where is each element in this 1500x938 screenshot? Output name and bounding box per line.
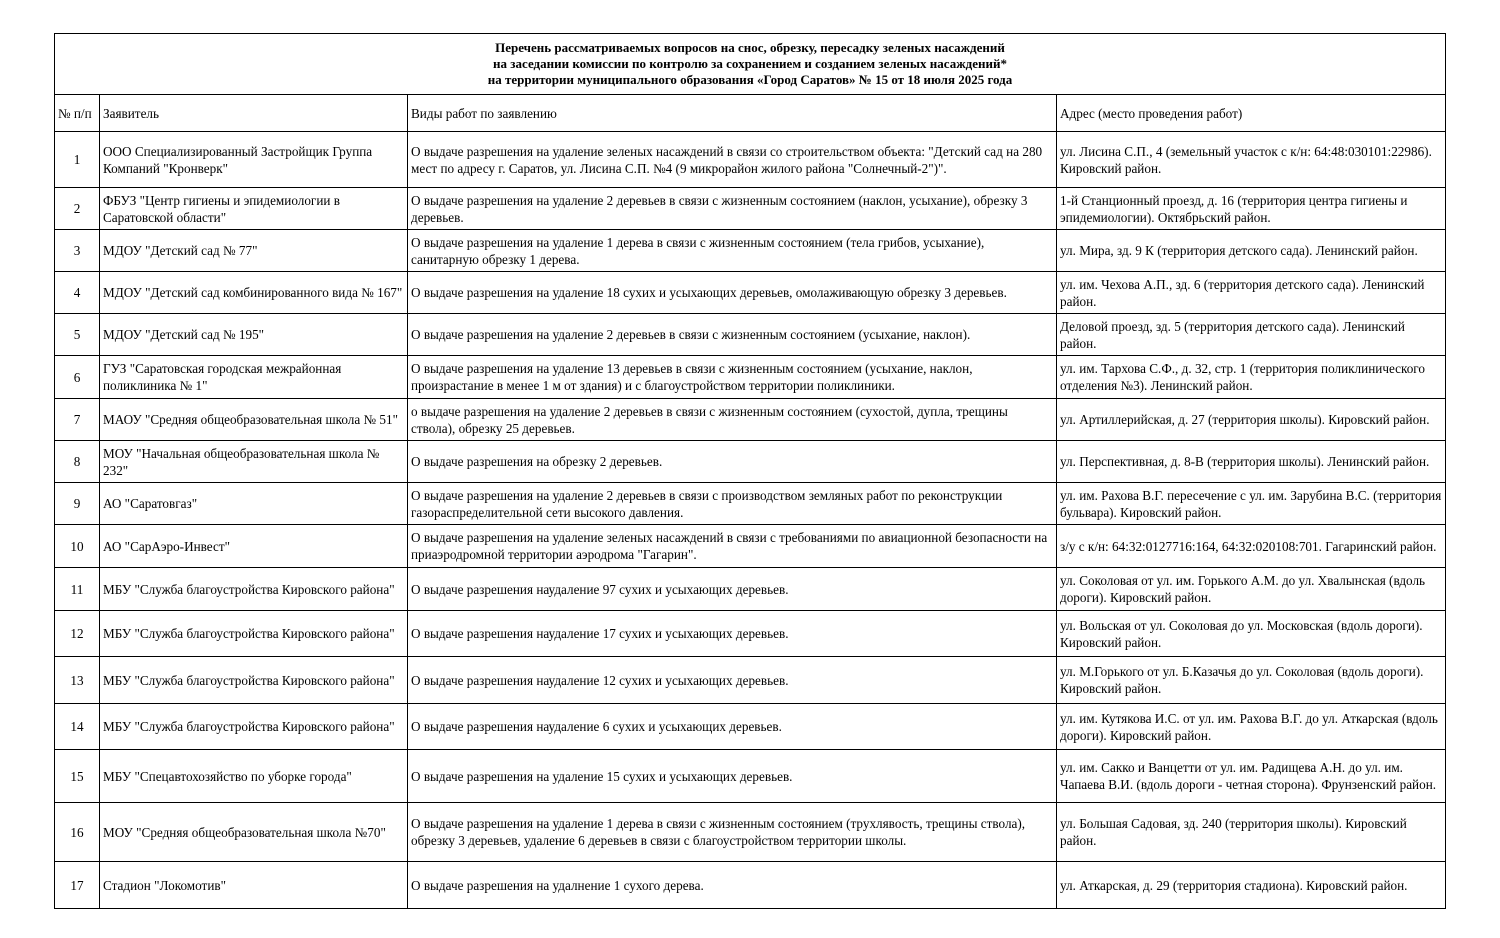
row-number-cell: 2 <box>55 188 100 230</box>
row-number-cell: 8 <box>55 441 100 483</box>
table-row <box>55 862 1446 909</box>
address-cell: з/у с к/н: 64:32:0127716:164, 64:32:020108:701. Гагаринский район. <box>1057 525 1446 568</box>
row-number-cell: 13 <box>55 657 100 704</box>
work-type-cell: О выдаче разрешения на удаление 1 дерева в связи с жизненным состоянием (трухлявость, трещины ствола), обрезку 3 деревьев, удаление 6 деревьев в связи с благоустройством территории школы. <box>408 803 1057 862</box>
address-cell: ул. им. Рахова В.Г. пересечение с ул. им. Зарубина В.С. (территория бульвара). Кировский район. <box>1057 483 1446 525</box>
applicant-cell: АО "СарАэро-Инвест" <box>100 525 408 568</box>
applicant-cell: ООО Специализированный Застройщик Группа Компаний "Кронверк" <box>100 132 408 188</box>
applicant-cell: МДОУ "Детский сад № 77" <box>100 230 408 272</box>
applicant-cell: Стадион "Локомотив" <box>100 862 408 909</box>
work-type-cell: О выдаче разрешения на удаление 2 деревьев в связи с производством земляных работ по реконструкции газораспределительной сети высокого давления. <box>408 483 1057 525</box>
header-address: Адрес (место проведения работ) <box>1057 95 1446 132</box>
table-row <box>55 314 1446 356</box>
applicant-cell: МБУ "Служба благоустройства Кировского района" <box>100 568 408 611</box>
row-number-cell: 7 <box>55 399 100 441</box>
address-cell: ул. им. Кутякова И.С. от ул. им. Рахова В.Г. до ул. Аткарская (вдоль дороги). Кировский район. <box>1057 704 1446 750</box>
address-cell: ул. Соколовая от ул. им. Горького А.М. до ул. Хвалынская (вдоль дороги). Кировский район. <box>1057 568 1446 611</box>
row-number-cell: 16 <box>55 803 100 862</box>
address-cell: ул. Артиллерийская, д. 27 (территория школы). Кировский район. <box>1057 399 1446 441</box>
address-cell: 1-й Станционный проезд, д. 16 (территория центра гигиены и эпидемиологии). Октябрьский район. <box>1057 188 1446 230</box>
applicant-cell: МБУ "Служба благоустройства Кировского района" <box>100 704 408 750</box>
title-line-1: Перечень рассматриваемых вопросов на снос, обрезку, пересадку зеленых насаждений <box>495 40 1005 55</box>
applicant-cell: ГУЗ "Саратовская городская межрайонная поликлиника № 1" <box>100 356 408 399</box>
work-type-cell: о выдаче разрешения на удаление 2 деревьев в связи с жизненным состоянием (сухостой, дупла, трещины ствола), обрезку 25 деревьев. <box>408 399 1057 441</box>
row-number-cell: 12 <box>55 611 100 657</box>
header-work: Виды работ по заявлению <box>408 95 1057 132</box>
table-row <box>55 132 1446 188</box>
row-number-cell: 3 <box>55 230 100 272</box>
table-body <box>55 132 1446 909</box>
row-number-cell: 4 <box>55 272 100 314</box>
work-type-cell: О выдаче разрешения на удаление 15 сухих и усыхающих деревьев. <box>408 750 1057 803</box>
table-row <box>55 750 1446 803</box>
header-applicant: Заявитель <box>100 95 408 132</box>
table-row <box>55 399 1446 441</box>
applicant-cell: МБУ "Спецавтохозяйство по уборке города" <box>100 750 408 803</box>
applicant-cell: МДОУ "Детский сад комбинированного вида № 167" <box>100 272 408 314</box>
table-row <box>55 611 1446 657</box>
applicant-cell: АО "Саратовгаз" <box>100 483 408 525</box>
address-cell: ул. Большая Садовая, зд. 240 (территория школы). Кировский район. <box>1057 803 1446 862</box>
row-number-cell: 15 <box>55 750 100 803</box>
table-row <box>55 568 1446 611</box>
document-table <box>54 33 1446 909</box>
address-cell: ул. Аткарская, д. 29 (территория стадиона). Кировский район. <box>1057 862 1446 909</box>
row-number-cell: 11 <box>55 568 100 611</box>
work-type-cell: О выдаче разрешения на удаление 13 деревьев в связи с жизненным состоянием (усыхание, наклон, произрастание в менее 1 м от здания) и с благоустройством территории поликлиники. <box>408 356 1057 399</box>
address-cell: ул. им. Тархова С.Ф., д. 32, стр. 1 (территория поликлинического отделения №3). Ленинский район. <box>1057 356 1446 399</box>
work-type-cell: О выдаче разрешения на удаление зеленых насаждений в связи с требованиями по авиационной безопасности на приаэродромной территории аэродрома "Гагарин". <box>408 525 1057 568</box>
table-row <box>55 704 1446 750</box>
address-cell: ул. Перспективная, д. 8-В (территория школы). Ленинский район. <box>1057 441 1446 483</box>
table-row <box>55 272 1446 314</box>
row-number-cell: 1 <box>55 132 100 188</box>
address-cell: ул. Вольская от ул. Соколовая до ул. Московская (вдоль дороги). Кировский район. <box>1057 611 1446 657</box>
table-row <box>55 483 1446 525</box>
address-cell: ул. М.Горького от ул. Б.Казачья до ул. Соколовая (вдоль дороги). Кировский район. <box>1057 657 1446 704</box>
table-row <box>55 188 1446 230</box>
work-type-cell: О выдаче разрешения на удаление 1 дерева в связи с жизненным состоянием (тела грибов, усыхание), санитарную обрезку 1 дерева. <box>408 230 1057 272</box>
applicant-cell: ФБУЗ "Центр гигиены и эпидемиологии в Саратовской области" <box>100 188 408 230</box>
applicant-cell: МОУ "Средняя общеобразовательная школа №70" <box>100 803 408 862</box>
row-number-cell: 10 <box>55 525 100 568</box>
row-number-cell: 14 <box>55 704 100 750</box>
table-row <box>55 441 1446 483</box>
header-row <box>55 95 1446 132</box>
applicant-cell: МБУ "Служба благоустройства Кировского района" <box>100 611 408 657</box>
applicant-cell: МБУ "Служба благоустройства Кировского района" <box>100 657 408 704</box>
address-cell: ул. Мира, зд. 9 К (территория детского сада). Ленинский район. <box>1057 230 1446 272</box>
table-row <box>55 525 1446 568</box>
title-row <box>55 34 1446 95</box>
address-cell: ул. им. Чехова А.П., зд. 6 (территория детского сада). Ленинский район. <box>1057 272 1446 314</box>
address-cell: ул. им. Сакко и Ванцетти от ул. им. Радищева А.Н. до ул. им. Чапаева В.И. (вдоль дороги - четная сторона). Фрунзенский район. <box>1057 750 1446 803</box>
work-type-cell: О выдаче разрешения на удаление зеленых насаждений в связи со строительством объекта: "Детский сад на 280 мест по адресу г. Саратов, ул. Лисина С.П. №4 (9 микрорайон жилого района "Солнечный-2")". <box>408 132 1057 188</box>
title-line-2: на заседании комиссии по контролю за сохранением и созданием зеленых насаждений* <box>493 56 1007 71</box>
work-type-cell: О выдаче разрешения на удаление 18 сухих и усыхающих деревьев, омолаживающую обрезку 3 деревьев. <box>408 272 1057 314</box>
work-type-cell: О выдаче разрешения наудаление 12 сухих и усыхающих деревьев. <box>408 657 1057 704</box>
work-type-cell: О выдаче разрешения на удаление 2 деревьев в связи с жизненным состоянием (наклон, усыхание), обрезку 3 деревьев. <box>408 188 1057 230</box>
row-number-cell: 9 <box>55 483 100 525</box>
work-type-cell: О выдаче разрешения наудаление 17 сухих и усыхающих деревьев. <box>408 611 1057 657</box>
applicant-cell: МАОУ "Средняя общеобразовательная школа № 51" <box>100 399 408 441</box>
row-number-cell: 17 <box>55 862 100 909</box>
applicant-cell: МОУ "Начальная общеобразовательная школа № 232" <box>100 441 408 483</box>
work-type-cell: О выдаче разрешения на обрезку 2 деревьев. <box>408 441 1057 483</box>
address-cell: Деловой проезд, зд. 5 (территория детского сада). Ленинский район. <box>1057 314 1446 356</box>
row-number-cell: 6 <box>55 356 100 399</box>
work-type-cell: О выдаче разрешения наудаление 6 сухих и усыхающих деревьев. <box>408 704 1057 750</box>
document-title <box>55 34 1446 95</box>
table-row <box>55 356 1446 399</box>
applicant-cell: МДОУ "Детский сад № 195" <box>100 314 408 356</box>
table-row <box>55 803 1446 862</box>
row-number-cell: 5 <box>55 314 100 356</box>
header-num: № п/п <box>55 95 100 132</box>
table-row <box>55 657 1446 704</box>
table-row <box>55 230 1446 272</box>
title-line-3: на территории муниципального образования «Город Саратов» № 15 от 18 июля 2025 года <box>487 72 1013 87</box>
address-cell: ул. Лисина С.П., 4 (земельный участок с к/н: 64:48:030101:22986). Кировский район. <box>1057 132 1446 188</box>
work-type-cell: О выдаче разрешения наудаление 97 сухих и усыхающих деревьев. <box>408 568 1057 611</box>
work-type-cell: О выдаче разрешения на удаление 2 деревьев в связи с жизненным состоянием (усыхание, наклон). <box>408 314 1057 356</box>
work-type-cell: О выдаче разрешения на удалнение 1 сухого дерева. <box>408 862 1057 909</box>
